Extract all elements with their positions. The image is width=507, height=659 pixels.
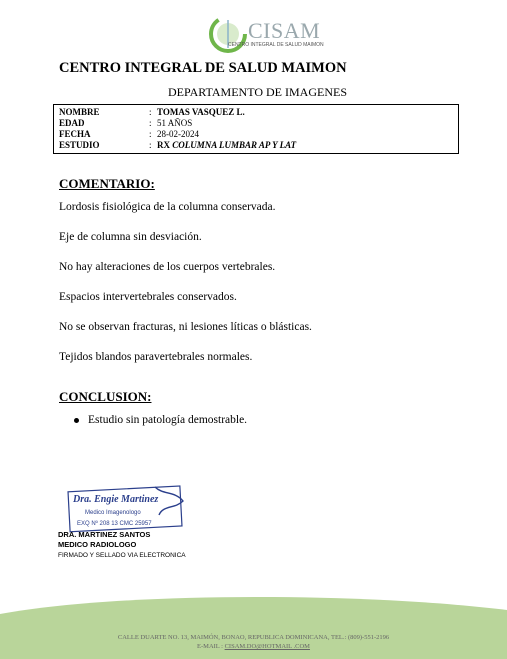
footer-email-label: E-MAIL : bbox=[197, 643, 225, 650]
info-label: NOMBRE bbox=[59, 107, 100, 117]
info-label: FECHA bbox=[59, 129, 91, 139]
info-value bbox=[157, 140, 296, 150]
study-name: COLUMNA LUMBAR AP Y LAT bbox=[172, 140, 297, 150]
logo-text: CISAM bbox=[248, 18, 321, 43]
footer-email-line bbox=[0, 642, 507, 651]
info-label: ESTUDIO bbox=[59, 140, 100, 150]
comment-line: Lordosis fisiológica de la columna conservada. bbox=[59, 201, 276, 213]
info-row-estudio bbox=[59, 140, 296, 150]
bullet-icon bbox=[74, 418, 79, 423]
patient-info-box bbox=[53, 104, 459, 154]
info-row-fecha bbox=[59, 129, 199, 139]
comment-line: Eje de columna sin desviación. bbox=[59, 231, 202, 243]
info-value: 51 AÑOS bbox=[157, 118, 193, 128]
signature-stamp-icon bbox=[63, 485, 193, 533]
conclusion-item bbox=[74, 414, 247, 426]
conclusion-text: Estudio sin patología demostrable. bbox=[88, 414, 248, 426]
stamp-role: Medico Imagenologo bbox=[85, 510, 141, 516]
footer-address: CALLE DUARTE NO. 13, MAIMÓN, BONAO, REPUBLICA DOMINICANA, TEL.: (809)-551-2196 bbox=[117, 634, 390, 641]
comment-line: No hay alteraciones de los cuerpos vertebrales. bbox=[59, 261, 276, 273]
signature-note: FIRMADO Y SELLADO VIA ELECTRONICA bbox=[58, 552, 186, 559]
department-title: DEPARTAMENTO DE IMAGENES bbox=[168, 85, 347, 99]
info-separator: : bbox=[149, 118, 152, 128]
info-row-edad bbox=[59, 118, 192, 128]
footer-email-link[interactable]: CISAM.DO@HOTMAIL .COM bbox=[224, 643, 310, 650]
comment-heading: COMENTARIO: bbox=[59, 176, 155, 191]
signer-role: MEDICO RADIOLOGO bbox=[58, 540, 137, 549]
logo-subtitle: CENTRO INTEGRAL DE SALUD MAIMON bbox=[228, 42, 324, 48]
signer-block bbox=[58, 530, 150, 550]
comment-line: Espacios intervertebrales conservados. bbox=[59, 291, 237, 303]
stamp-name: Dra. Engie Martinez bbox=[73, 494, 159, 505]
info-separator: : bbox=[149, 129, 152, 139]
info-separator: : bbox=[149, 140, 152, 150]
comment-line: No se observan fracturas, ni lesiones líticas o blásticas. bbox=[59, 321, 312, 333]
info-value: TOMAS VASQUEZ L. bbox=[157, 107, 245, 117]
info-separator: : bbox=[149, 107, 152, 117]
page-title: CENTRO INTEGRAL DE SALUD MAIMON bbox=[59, 60, 347, 76]
comment-line: Tejidos blandos paravertebrales normales. bbox=[59, 351, 253, 363]
info-row-nombre bbox=[59, 107, 245, 117]
study-prefix: RX bbox=[157, 140, 170, 150]
signer-name: DRA. MARTINEZ SANTOS bbox=[58, 530, 151, 539]
conclusion-heading: CONCLUSION: bbox=[59, 389, 152, 404]
footer bbox=[0, 633, 507, 651]
info-value: 28-02-2024 bbox=[157, 129, 199, 139]
stamp-exq: EXQ Nº 208 13 CMC 25957 bbox=[77, 521, 152, 527]
info-label: EDAD bbox=[59, 118, 85, 128]
